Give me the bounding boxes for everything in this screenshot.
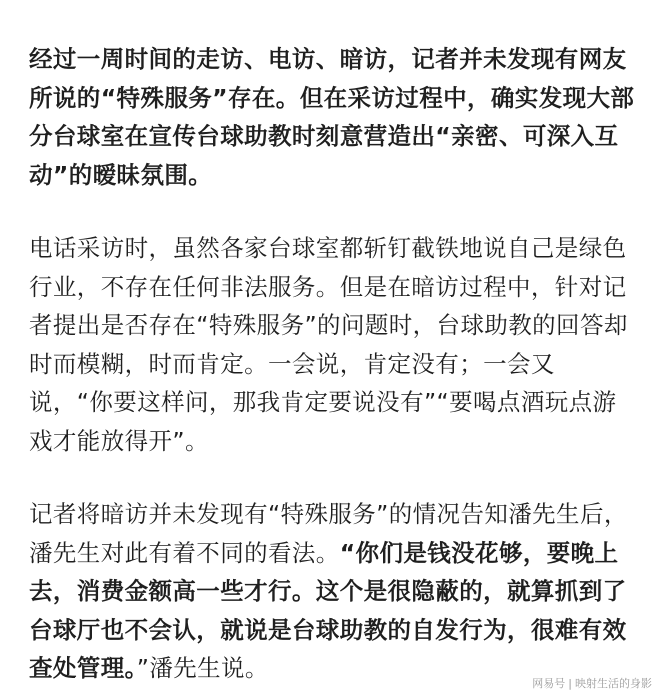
- watermark-author: 映射生活的身影: [575, 677, 652, 690]
- paragraph-3: [29, 495, 639, 688]
- paragraph-1: 经过一周时间的走访、电访、暗访，记者并未发现有网友所说的“特殊服务”存在。但在采访过程中，确实发现大部分台球室在宣传台球助教时刻意营造出“亲密、可深入互动”的暧昧氛围。: [29, 45, 635, 189]
- watermark-source: 网易号: [532, 677, 566, 690]
- paragraph-2: 电话采访时，虽然各家台球室都斩钉截铁地说自己是绿色行业，不存在任何非法服务。但是在暗访过程中，针对记者提出是否存在“特殊服务”的问题时，台球助教的回答却时而模糊，时而肯定。一会说，肯定没有；一会又说，“你要这样问，那我肯定要说没有”“要喝点酒玩点游戏才能放得开”。: [29, 234, 628, 455]
- paragraph-3-end: ”潘先生说。: [136, 654, 269, 682]
- watermark: [532, 675, 652, 691]
- watermark-separator: |: [568, 677, 572, 690]
- article-body: [29, 40, 639, 688]
- paragraph-3-intro: 记者将暗访并未发现有“特殊服务”的情况告知潘先生后，潘先生对此有着不同的看法。: [29, 500, 628, 567]
- paragraph-3-quote: “你们是钱没花够，要晚上去，消费金额高一些才行。这个是很隐蔽的，就算抓到了台球厅也不会认，就说是台球助教的自发行为，很难有效查处管理。: [29, 538, 627, 682]
